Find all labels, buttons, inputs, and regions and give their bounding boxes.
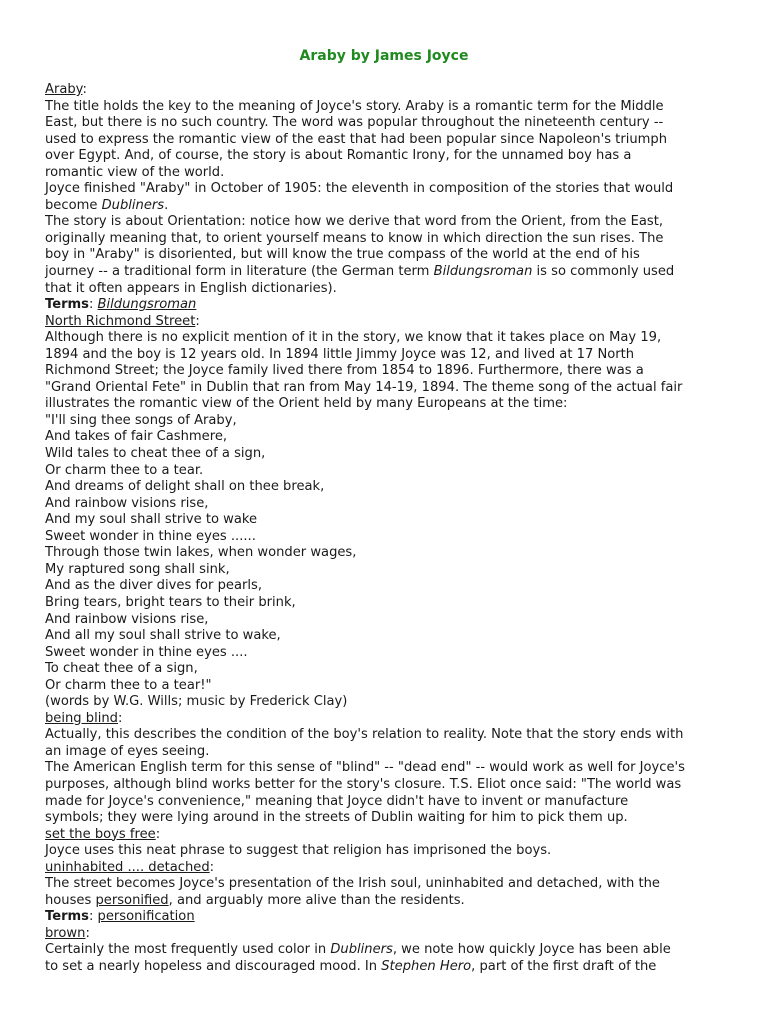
text-line <box>45 827 735 844</box>
text-line <box>45 545 735 562</box>
term-link: North Richmond Street <box>45 313 196 329</box>
terms-label: Terms <box>45 297 89 313</box>
text-line <box>45 363 735 380</box>
italic-text: Dubliners <box>330 942 393 958</box>
text-segment: "I'll sing thee songs of Araby, <box>45 412 237 428</box>
text-line <box>45 347 735 364</box>
text-segment: is so commonly used <box>532 264 675 280</box>
text-line <box>45 297 735 314</box>
text-segment: romantic view of the world. <box>45 164 225 180</box>
text-segment: The street becomes Joyce's presentation of the Irish soul, uninhabited and detached, with the <box>45 876 660 892</box>
text-segment: And rainbow visions rise, <box>45 611 209 627</box>
text-line <box>45 694 735 711</box>
text-line <box>45 198 735 215</box>
text-line <box>45 661 735 678</box>
text-segment: Actually, this describes the condition of the boy's relation to reality. Note that the story ends with <box>45 727 684 743</box>
text-segment: Although there is no explicit mention of it in the story, we know that it takes place on May 19, <box>45 330 662 346</box>
italic-text: Bildungsroman <box>433 264 533 280</box>
text-segment: East, but there is no such country. The word was popular throughout the nineteenth century -- <box>45 115 664 131</box>
text-line <box>45 562 735 579</box>
text-line <box>45 711 735 728</box>
text-line <box>45 264 735 281</box>
text-segment: , and arguably more alive than the residents. <box>168 892 465 908</box>
text-segment: that it often appears in English dictionaries). <box>45 280 337 296</box>
term-link: Bildungsroman <box>97 297 197 313</box>
text-segment: The story is about Orientation: notice how we derive that word from the Orient, from the East, <box>45 214 664 230</box>
text-line <box>45 181 735 198</box>
text-line <box>45 496 735 513</box>
term-link: Araby <box>45 82 83 97</box>
text-segment: : <box>209 859 215 875</box>
text-segment: illustrates the romantic view of the Orient held by many Europeans at the time: <box>45 396 568 412</box>
text-segment: used to express the romantic view of the east that had been popular since Napoleon's triumph <box>45 131 668 147</box>
text-segment: boy in "Araby" is disoriented, but will know the true compass of the world at the end of his <box>45 247 640 263</box>
text-segment: originally meaning that, to orient yourself means to know in which direction the sun rises. The <box>45 230 664 246</box>
text-line <box>45 446 735 463</box>
text-segment: houses <box>45 892 96 908</box>
text-segment: Sweet wonder in thine eyes .... <box>45 644 248 660</box>
text-segment: : <box>117 710 123 726</box>
text-line <box>45 99 735 116</box>
text-line <box>45 429 735 446</box>
text-segment: Or charm thee to a tear. <box>45 462 204 478</box>
text-line <box>45 529 735 546</box>
text-segment: And dreams of delight shall on thee break, <box>45 479 325 495</box>
text-segment: Or charm thee to a tear!" <box>45 677 212 693</box>
text-segment: Certainly the most frequently used color in <box>45 942 331 958</box>
text-line <box>45 942 735 959</box>
text-line <box>45 396 735 413</box>
text-segment: And my soul shall strive to wake <box>45 512 258 528</box>
text-line <box>45 926 735 943</box>
text-segment: Sweet wonder in thine eyes ...... <box>45 528 256 544</box>
text-line <box>45 959 735 976</box>
text-segment: (words by W.G. Wills; music by Frederick Clay) <box>45 694 348 710</box>
text-line <box>45 893 735 910</box>
text-line <box>45 727 735 744</box>
text-segment: , we note how quickly Joyce has been able <box>392 942 671 958</box>
text-line <box>45 777 735 794</box>
text-segment: Bring tears, bright tears to their brink, <box>45 594 296 610</box>
text-line <box>45 678 735 695</box>
text-line <box>45 463 735 480</box>
term-link: being blind <box>45 710 118 726</box>
term-link: personification <box>97 909 195 925</box>
document-title: Araby by James Joyce <box>299 48 469 64</box>
text-line <box>45 843 735 860</box>
text-segment: an image of eyes seeing. <box>45 743 210 759</box>
text-segment: become <box>45 197 102 213</box>
text-line <box>45 909 735 926</box>
text-segment: And as the diver dives for pearls, <box>45 578 262 594</box>
text-line <box>45 247 735 264</box>
text-line <box>45 330 735 347</box>
text-line <box>45 645 735 662</box>
term-link: personified <box>95 892 169 908</box>
text-segment: , part of the first draft of the <box>471 958 657 974</box>
text-segment: The American English term for this sense of "blind" -- "dead end" -- would work as well for Joyce's <box>45 760 685 776</box>
text-segment: Wild tales to cheat thee of a sign, <box>45 446 266 462</box>
text-line <box>45 214 735 231</box>
text-segment: And all my soul shall strive to wake, <box>45 628 281 644</box>
text-line <box>45 281 735 298</box>
text-segment: And rainbow visions rise, <box>45 495 209 511</box>
text-segment: : <box>195 313 200 329</box>
text-line <box>45 860 735 877</box>
text-segment: Through those twin lakes, when wonder wages, <box>45 545 357 561</box>
text-segment: : <box>82 82 87 97</box>
text-segment: . <box>164 197 169 213</box>
text-segment: : <box>155 826 161 842</box>
text-segment: And takes of fair Cashmere, <box>45 429 228 445</box>
text-segment: journey -- a traditional form in literature (the German term <box>45 264 434 280</box>
text-line <box>45 413 735 430</box>
text-segment: : <box>85 925 90 941</box>
text-line <box>45 744 735 761</box>
text-line <box>45 612 735 629</box>
text-segment: Joyce uses this neat phrase to suggest that religion has imprisoned the boys. <box>45 843 552 859</box>
text-segment: purposes, although blind works better for the story's closure. T.S. Eliot once said: "The world was <box>45 776 682 792</box>
text-line <box>45 231 735 248</box>
text-line <box>45 760 735 777</box>
text-line <box>45 578 735 595</box>
text-segment: The title holds the key to the meaning of Joyce's story. Araby is a romantic term for the Middle <box>45 98 664 114</box>
text-segment: over Egypt. And, of course, the story is about Romantic Irony, for the unnamed boy has a <box>45 148 632 164</box>
text-line <box>45 132 735 149</box>
text-line <box>45 628 735 645</box>
text-segment: symbols; they were lying around in the streets of Dublin waiting for him to pick them up. <box>45 810 628 826</box>
text-line <box>45 148 735 165</box>
text-line <box>45 82 735 99</box>
terms-label: Terms <box>45 909 89 925</box>
text-line <box>45 512 735 529</box>
text-segment: : <box>88 297 98 313</box>
text-line <box>45 794 735 811</box>
text-line <box>45 810 735 827</box>
text-segment: Richmond Street; the Joyce family lived there from 1854 to 1896. Furthermore, there was a <box>45 363 644 379</box>
text-line <box>45 479 735 496</box>
document-body <box>45 82 735 976</box>
text-line <box>45 115 735 132</box>
text-segment: : <box>88 909 98 925</box>
text-line <box>45 876 735 893</box>
term-link: set the boys free <box>45 826 156 842</box>
text-segment: Joyce finished "Araby" in October of 1905: the eleventh in composition of the stories that would <box>45 181 674 197</box>
text-segment: made for Joyce's convenience," meaning that Joyce didn't have to invent or manufacture <box>45 793 629 809</box>
text-segment: To cheat thee of a sign, <box>45 661 198 677</box>
text-line <box>45 165 735 182</box>
italic-text: Dubliners <box>101 197 165 213</box>
text-segment: "Grand Oriental Fete" in Dublin that ran from May 14-19, 1894. The theme song of the actual fair <box>45 379 683 395</box>
text-segment: 1894 and the boy is 12 years old. In 1894 little Jimmy Joyce was 12, and lived at 17 North <box>45 346 635 362</box>
text-line <box>45 314 735 331</box>
italic-text: Stephen Hero <box>381 958 472 974</box>
term-link: brown <box>45 925 86 941</box>
text-line <box>45 380 735 397</box>
text-line <box>45 595 735 612</box>
term-link: uninhabited .... detached <box>45 859 210 875</box>
text-segment: My raptured song shall sink, <box>45 561 230 577</box>
text-segment: to set a nearly hopeless and discouraged mood. In <box>45 958 382 974</box>
